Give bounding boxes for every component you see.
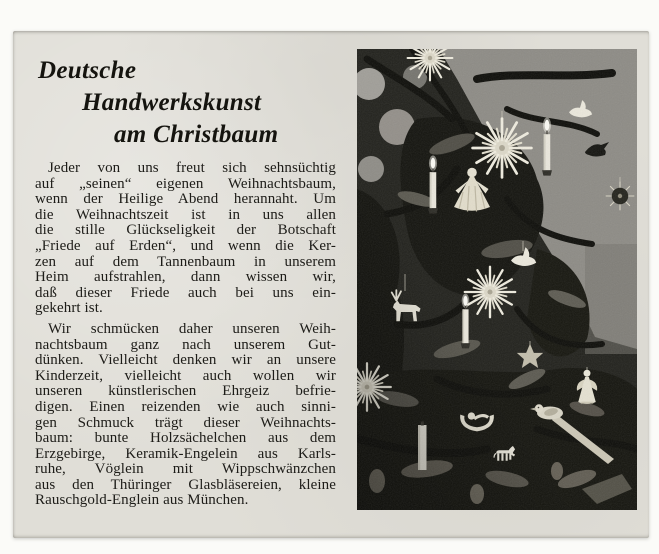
text-line: Wir schmücken daher unseren Weih-: [48, 320, 336, 337]
text-line: ruhe, Vöglein mit Wippschwänzchen: [35, 461, 336, 478]
newspaper-clipping: [13, 31, 649, 538]
text-line: wenn der Heilige Abend herannaht. Um: [35, 191, 336, 208]
paragraph-1: [35, 161, 336, 317]
text-line: gen Schmuck trägt dieser Weihnachts-: [35, 414, 336, 431]
text-line: aus den Thüringer Glasbläsereien, kleine: [35, 476, 336, 493]
text-line: die Weihnachtszeit ist in uns allen: [35, 206, 336, 223]
headline-line-2: Handwerkskunst: [82, 89, 262, 116]
text-line: digen. Einen reizenden wie auch sinni-: [35, 398, 336, 415]
headline-line-3: am Christbaum: [114, 121, 279, 148]
article-headline: [35, 55, 336, 151]
text-line: Rauschgold-Englein aus München.: [35, 492, 249, 509]
text-line: daß dieser Friede auch bei uns ein-: [35, 284, 336, 301]
article-body: [35, 161, 336, 509]
text-line: nachtsbaum ganz nach unserem Gut-: [35, 336, 336, 353]
text-line: die stille Glückseligkeit der Botschaft: [35, 222, 336, 239]
text-line: gekehrt ist.: [35, 300, 103, 317]
text-line: Erzgebirge, Keramik-Engelein aus Karls-: [35, 445, 336, 462]
text-line: auf „seinen“ eigenen Weihnachtsbaum,: [35, 175, 336, 192]
text-line: zen auf dem Tannenbaum in unserem: [35, 253, 336, 270]
text-line: baum: bunte Holzsächelchen aus dem: [35, 430, 336, 447]
photo-grain: [357, 49, 637, 510]
headline-line-1: Deutsche: [38, 57, 137, 84]
text-line: unseren künstlerischen Ehrgeiz befrie-: [35, 383, 336, 400]
text-line: Jeder von uns freut sich sehnsüchtig: [48, 160, 336, 176]
article-column: [35, 55, 336, 514]
paragraph-2: [35, 322, 336, 509]
text-line: Kinderzeit, vielleicht auch wollen wir: [35, 367, 336, 384]
christmas-tree-photo: [357, 49, 637, 510]
text-line: „Friede auf Erden“, und wenn die Ker-: [35, 237, 336, 254]
text-line: dünken. Vielleicht denken wir an unsere: [35, 352, 336, 369]
text-line: Heim aufstrahlen, dann wissen wir,: [35, 269, 336, 286]
